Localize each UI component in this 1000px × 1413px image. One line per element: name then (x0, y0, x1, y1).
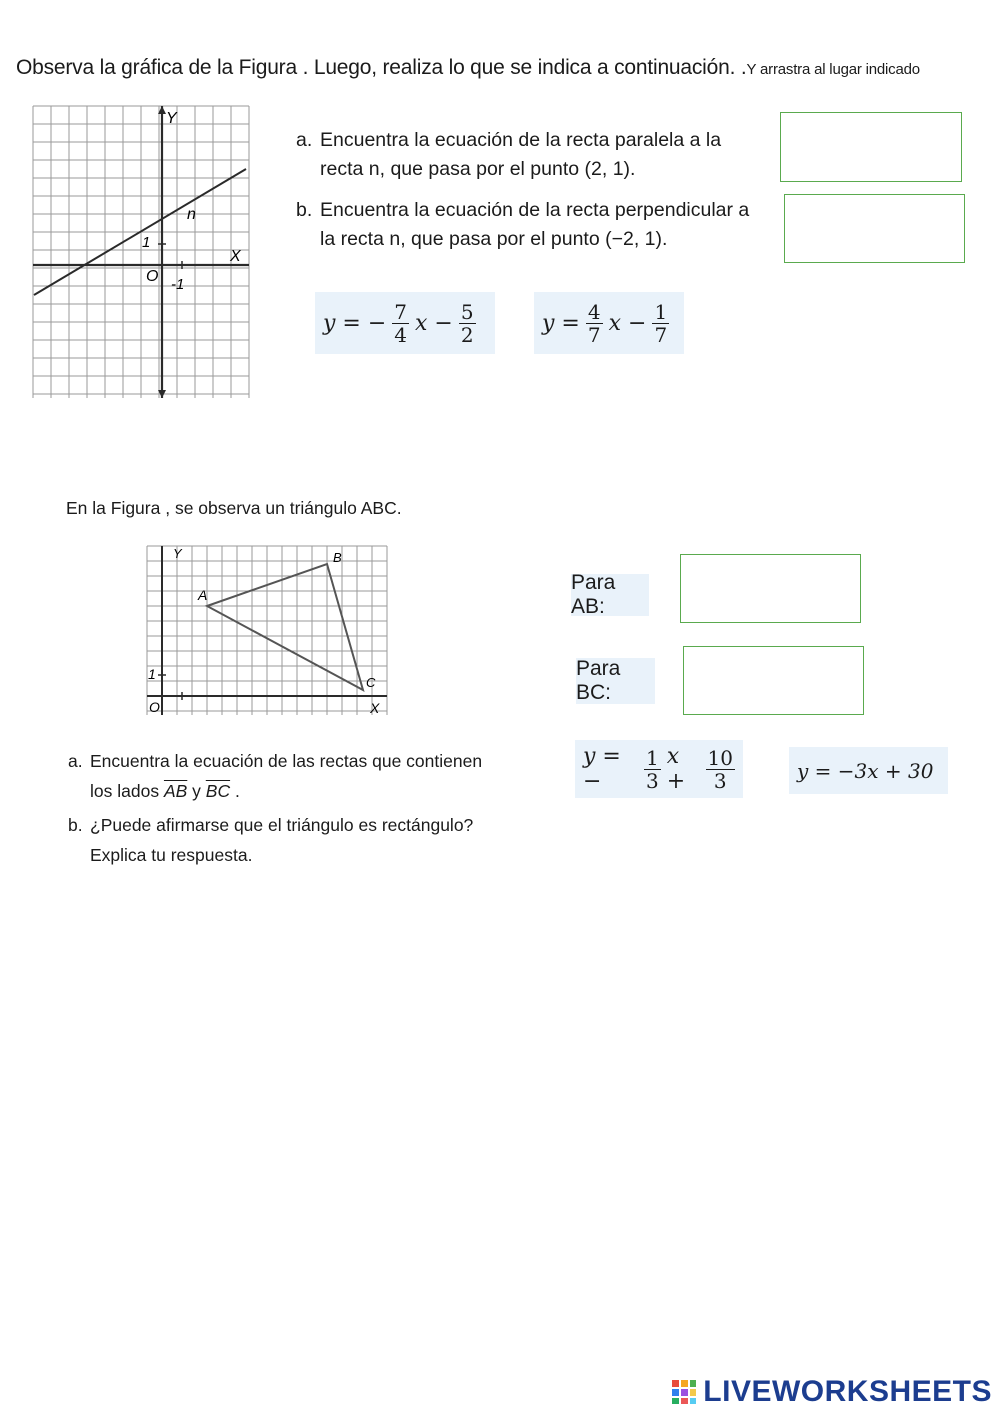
exercise2-intro: En la Figura , se observa un triángulo ABC. (66, 498, 402, 518)
graph-triangle-abc (144, 543, 390, 719)
segment-bc: $\overline{BC}$ (205, 781, 231, 801)
drop-box-bc[interactable] (683, 646, 864, 715)
exercise2-b-line2: Explica tu respuesta. (90, 845, 253, 865)
vertex-c-label: C (366, 675, 376, 690)
answer-chip-3[interactable] (575, 740, 743, 798)
para-ab-label: Para AB: (571, 574, 649, 616)
graph2-x-label: X (370, 700, 380, 716)
chip3-f2-num: 10 (707, 745, 733, 770)
liveworksheets-wordmark: LIVEWORKSHEETS (703, 1375, 992, 1408)
chip3-fraction-1 (644, 747, 661, 792)
graph2-origin-label: O (149, 699, 160, 715)
chip2-f1-num: 4 (587, 299, 601, 324)
graph2-y-label: Y (173, 546, 182, 561)
answer-chip-4[interactable] (789, 747, 948, 794)
exercise2-a-mid: y (187, 781, 206, 801)
chip1-f1-den: 4 (394, 322, 408, 347)
chip2-fraction-2 (652, 301, 669, 346)
question-a-label: a. (296, 129, 313, 151)
graph1-x-label: X (230, 248, 241, 265)
answer-chip-1[interactable] (315, 292, 495, 354)
liveworksheets-logo (671, 1375, 992, 1409)
exercise2-a-line2-pre: los lados (90, 781, 164, 801)
graph1-y-label: Y (166, 110, 177, 127)
graph1-one-label: 1 (142, 234, 151, 251)
graph1-grid (33, 106, 249, 398)
chip1-fraction-1 (392, 301, 409, 346)
exercise2-a-end: . (230, 781, 240, 801)
instruction-text: Observa la gráfica de la Figura . Luego, realiza lo que se indica a continuación. . (16, 56, 747, 79)
question-b-label: b. (296, 199, 313, 221)
drop-box-ab[interactable] (680, 554, 861, 623)
vertex-b-label: B (333, 550, 342, 565)
chip2-fraction-1 (586, 301, 603, 346)
chip2-f2-num: 1 (654, 299, 668, 324)
exercise2-b-line1: ¿Puede afirmarse que el triángulo es rectángulo? (90, 815, 474, 835)
chip2-prefix: y = (542, 310, 580, 336)
drop-box-a[interactable] (780, 112, 962, 182)
chip3-f1-den: 3 (645, 768, 659, 793)
answer-chip-2[interactable] (534, 292, 684, 354)
drag-hint: Y arrastra al lugar indicado (746, 61, 920, 78)
instruction-header (16, 56, 920, 80)
chip1-f1-num: 7 (394, 299, 408, 324)
triangle-abc (207, 564, 363, 690)
chip3-f1-num: 1 (645, 745, 659, 770)
graph-line-n (30, 103, 252, 401)
exercise2-question-a (68, 746, 482, 806)
exercise2-b-label: b. (68, 815, 83, 835)
chip1-prefix: y = − (323, 310, 387, 336)
drop-box-b[interactable] (784, 194, 965, 263)
exercise2-a-line1: Encuentra la ecuación de las rectas que contienen (90, 751, 483, 771)
graph1-origin-label: O (146, 268, 159, 285)
exercise1-question-b (296, 196, 749, 254)
graph1-neg-one-label: -1 (171, 276, 185, 293)
chip3-prefix: y = − (583, 744, 621, 794)
chip2-f2-den: 7 (654, 322, 668, 347)
graph2-one-label: 1 (148, 666, 156, 682)
chip1-fraction-2 (459, 301, 476, 346)
segment-ab: $\overline{AB}$ (163, 781, 188, 801)
question-b-line1: Encuentra la ecuación de la recta perpendicular a (320, 199, 750, 221)
liveworksheets-icon (671, 1379, 697, 1405)
chip2-mid: x − (608, 310, 647, 336)
question-b-line2: la recta n, que pasa por el punto (−2, 1). (320, 228, 668, 250)
graph1-line-label: n (187, 206, 196, 223)
graph2-grid (147, 546, 387, 715)
exercise2-question-b (68, 810, 473, 870)
chip3-fraction-2 (706, 747, 735, 792)
chip3-mid: x + (666, 744, 686, 794)
exercise1-question-a (296, 126, 721, 184)
vertex-a-label: A (198, 587, 208, 603)
exercise2-a-label: a. (68, 751, 83, 771)
chip1-mid: x − (415, 310, 453, 336)
para-bc-label: Para BC: (576, 658, 655, 704)
chip1-f2-num: 5 (460, 299, 474, 324)
chip3-f2-den: 3 (713, 768, 727, 793)
chip4-text: y = −3x + 30 (797, 758, 934, 783)
question-a-line2: recta n, que pasa por el punto (2, 1). (320, 158, 636, 180)
chip2-f1-den: 7 (587, 322, 601, 347)
chip1-f2-den: 2 (460, 322, 474, 347)
question-a-line1: Encuentra la ecuación de la recta paralela a la (320, 129, 722, 151)
